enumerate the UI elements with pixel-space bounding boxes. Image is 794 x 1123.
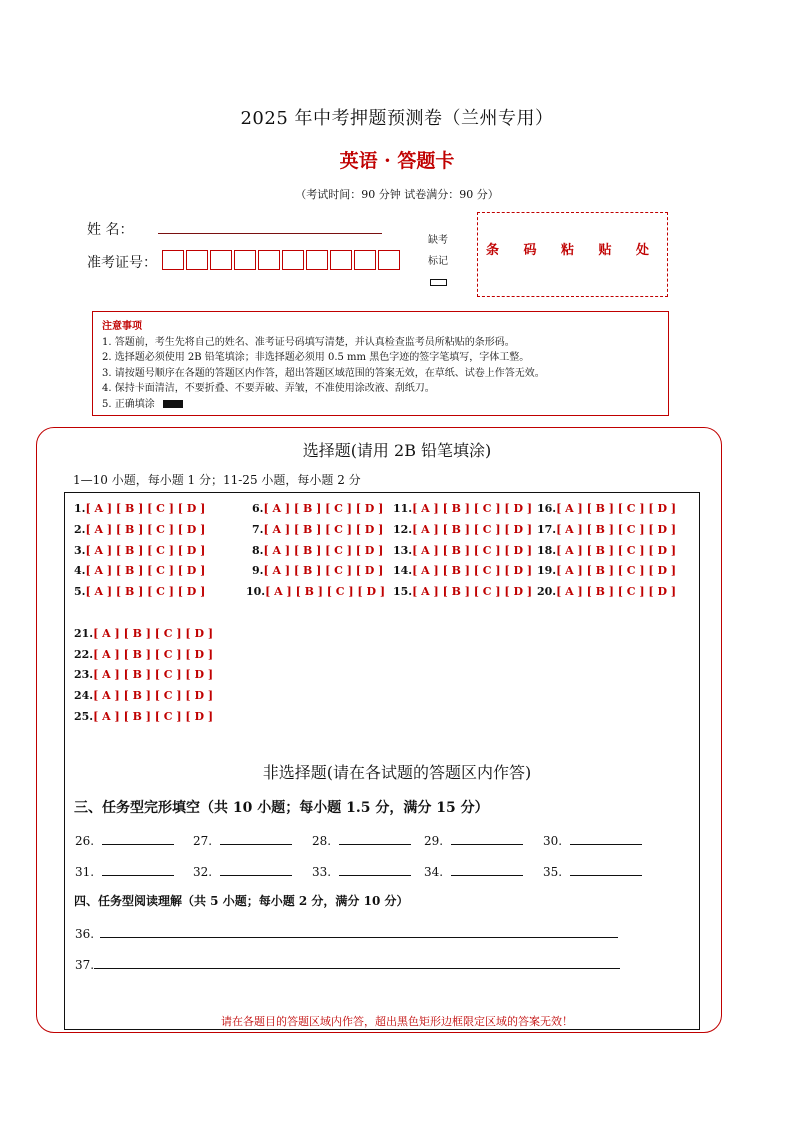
question-number: 5. [74, 585, 86, 598]
notice-item [102, 397, 668, 413]
answer-options[interactable]: [ A ] [ B ] [ C ] [ D ] [85, 523, 206, 536]
blank-number: 35. [543, 865, 563, 879]
question-number: 1. [74, 502, 86, 515]
question-number: 13. [393, 544, 413, 557]
id-digit-box[interactable] [210, 250, 232, 270]
blank-answer [543, 832, 642, 848]
question-row [252, 564, 383, 577]
blank-answer [75, 832, 174, 848]
question-row [252, 544, 383, 557]
blank-line[interactable] [339, 832, 411, 845]
answer-options[interactable]: [ A ] [ B ] [ C ] [ D ] [556, 502, 677, 515]
part4-title: 四、任务型阅读理解（共 5 小题；每小题 2 分，满分 10 分） [74, 894, 409, 908]
answer-options[interactable]: [ A ] [ B ] [ C ] [ D ] [85, 585, 206, 598]
blank-answer [75, 863, 174, 879]
name-field[interactable] [158, 233, 382, 234]
absent-label-line2: 标记 [428, 256, 448, 267]
answer-options[interactable]: [ A ] [ B ] [ C ] [ D ] [263, 544, 384, 557]
answer-options[interactable]: [ A ] [ B ] [ C ] [ D ] [265, 585, 386, 598]
answer-options[interactable]: [ A ] [ B ] [ C ] [ D ] [85, 544, 206, 557]
answer-options[interactable]: [ A ] [ B ] [ C ] [ D ] [85, 564, 206, 577]
question-row [537, 544, 676, 557]
barcode-area: 条 码 粘 贴 处 [477, 212, 668, 297]
blank-number: 33. [312, 865, 332, 879]
long-answer-line[interactable] [100, 925, 618, 938]
question-row [74, 564, 205, 577]
question-number: 24. [74, 689, 94, 702]
question-number: 3. [74, 544, 86, 557]
answer-options[interactable]: [ A ] [ B ] [ C ] [ D ] [556, 564, 677, 577]
absent-mark-box[interactable] [430, 279, 447, 286]
question-row [393, 585, 532, 598]
question-row [393, 502, 532, 515]
blank-number: 26. [75, 834, 95, 848]
question-number: 17. [537, 523, 557, 536]
id-digit-box[interactable] [282, 250, 304, 270]
blank-answer [193, 863, 292, 879]
question-number: 12. [393, 523, 413, 536]
answer-options[interactable]: [ A ] [ B ] [ C ] [ D ] [556, 523, 677, 536]
long-answer-line[interactable] [94, 956, 620, 969]
id-digit-box[interactable] [162, 250, 184, 270]
question-number: 2. [74, 523, 86, 536]
notice-item-text: 5. 正确填涂 [102, 398, 155, 410]
blank-line[interactable] [570, 832, 642, 845]
long-answer [75, 925, 618, 941]
part3-title: 三、任务型完形填空（共 10 小题；每小题 1.5 分，满分 15 分） [74, 800, 489, 816]
answer-options[interactable]: [ A ] [ B ] [ C ] [ D ] [556, 585, 677, 598]
absent-label-line1: 缺考 [428, 235, 448, 246]
id-digit-box[interactable] [234, 250, 256, 270]
absent-mark-label [423, 230, 453, 272]
answer-options[interactable]: [ A ] [ B ] [ C ] [ D ] [412, 585, 533, 598]
notice-item: 2. 选择题必须使用 2B 铅笔填涂；非选择题必须用 0.5 mm 黑色字迹的签字笔填写，字体工整。 [102, 352, 530, 364]
blank-number: 34. [424, 865, 444, 879]
blank-line[interactable] [220, 863, 292, 876]
blank-number: 30. [543, 834, 563, 848]
question-row [74, 585, 205, 598]
correct-fill-sample [163, 400, 183, 408]
answer-options[interactable]: [ A ] [ B ] [ C ] [ D ] [412, 544, 533, 557]
notice-item: 3. 请按题号顺序在各题的答题区内作答，超出答题区域范围的答案无效，在草纸、试卷上作答无效。 [102, 367, 545, 379]
blank-answer [424, 832, 523, 848]
blank-line[interactable] [451, 832, 523, 845]
question-row [537, 564, 676, 577]
blank-answer [543, 863, 642, 879]
question-number: 16. [537, 502, 557, 515]
answer-options[interactable]: [ A ] [ B ] [ C ] [ D ] [93, 689, 214, 702]
question-row [393, 523, 532, 536]
question-row [74, 502, 205, 515]
id-digit-box[interactable] [354, 250, 376, 270]
question-row [393, 564, 532, 577]
question-number: 19. [537, 564, 557, 577]
blank-number: 27. [193, 834, 213, 848]
answer-options[interactable]: [ A ] [ B ] [ C ] [ D ] [93, 668, 214, 681]
blank-line[interactable] [102, 832, 174, 845]
answer-options[interactable]: [ A ] [ B ] [ C ] [ D ] [556, 544, 677, 557]
notice-item: 4. 保持卡面清洁，不要折叠、不要弄破、弄皱，不准使用涂改液、刮纸刀。 [102, 383, 435, 395]
question-row [246, 585, 385, 598]
answer-options[interactable]: [ A ] [ B ] [ C ] [ D ] [93, 710, 214, 723]
question-number: 10. [246, 585, 266, 598]
question-row [393, 544, 532, 557]
question-row [74, 523, 205, 536]
question-row [74, 544, 205, 557]
id-digit-box[interactable] [258, 250, 280, 270]
question-row [252, 523, 383, 536]
blank-line[interactable] [570, 863, 642, 876]
question-number: 14. [393, 564, 413, 577]
blank-line[interactable] [339, 863, 411, 876]
long-answer [75, 956, 620, 972]
question-row [74, 710, 213, 723]
id-digit-box[interactable] [306, 250, 328, 270]
question-number: 6. [252, 502, 264, 515]
question-number: 8. [252, 544, 264, 557]
choice-section-subtitle: 1—10 小题，每小题 1 分；11-25 小题，每小题 2 分 [73, 473, 361, 487]
blank-answer [312, 863, 411, 879]
answer-options[interactable]: [ A ] [ B ] [ C ] [ D ] [93, 627, 214, 640]
answer-options[interactable]: [ A ] [ B ] [ C ] [ D ] [412, 564, 533, 577]
answer-options[interactable]: [ A ] [ B ] [ C ] [ D ] [412, 502, 533, 515]
answer-options[interactable]: [ A ] [ B ] [ C ] [ D ] [85, 502, 206, 515]
question-number: 22. [74, 648, 94, 661]
question-number: 11. [393, 502, 413, 515]
question-row [74, 627, 213, 640]
question-number: 25. [74, 710, 94, 723]
name-label: 姓 名： [87, 222, 134, 238]
id-digit-box[interactable] [378, 250, 400, 270]
blank-number: 32. [193, 865, 213, 879]
question-row [74, 648, 213, 661]
notice-box [92, 311, 669, 416]
answer-options[interactable]: [ A ] [ B ] [ C ] [ D ] [93, 648, 214, 661]
card-subtitle: 英语 · 答题卡 [339, 150, 455, 172]
question-number: 23. [74, 668, 94, 681]
exam-info: （考试时间：90 分钟 试卷满分：90 分） [295, 188, 499, 201]
question-row [252, 502, 383, 515]
id-digit-box[interactable] [186, 250, 208, 270]
long-answer-number: 36. [75, 927, 95, 941]
answer-options[interactable]: [ A ] [ B ] [ C ] [ D ] [263, 564, 384, 577]
question-row [537, 523, 676, 536]
question-number: 9. [252, 564, 264, 577]
question-number: 15. [393, 585, 413, 598]
blank-line[interactable] [220, 832, 292, 845]
question-number: 21. [74, 627, 94, 640]
nonchoice-section-title: 非选择题(请在各试题的答题区内作答) [262, 763, 532, 782]
question-number: 7. [252, 523, 264, 536]
question-row [537, 585, 676, 598]
answer-options[interactable]: [ A ] [ B ] [ C ] [ D ] [263, 523, 384, 536]
question-number: 4. [74, 564, 86, 577]
page-title: 2025 年中考押题预测卷（兰州专用） [240, 108, 554, 129]
answer-options[interactable]: [ A ] [ B ] [ C ] [ D ] [263, 502, 384, 515]
notice-title: 注意事项 [102, 321, 142, 332]
blank-line[interactable] [102, 863, 174, 876]
question-row [74, 668, 213, 681]
blank-answer [424, 863, 523, 879]
id-label: 准考证号： [87, 255, 157, 271]
long-answer-number: 37. [75, 958, 95, 972]
blank-number: 28. [312, 834, 332, 848]
blank-line[interactable] [451, 863, 523, 876]
blank-number: 29. [424, 834, 444, 848]
id-number-boxes[interactable] [162, 250, 402, 270]
footer-warning: 请在各题目的答题区域内作答，超出黑色矩形边框限定区域的答案无效！ [221, 1015, 573, 1028]
question-row [74, 689, 213, 702]
blank-answer [193, 832, 292, 848]
id-digit-box[interactable] [330, 250, 352, 270]
question-row [537, 502, 676, 515]
blank-number: 31. [75, 865, 95, 879]
choice-section-title: 选择题(请用 2B 铅笔填涂) [302, 441, 492, 460]
blank-answer [312, 832, 411, 848]
notice-item: 1. 答题前，考生先将自己的姓名、准考证号码填写清楚，并认真检查监考员所粘贴的条形码。 [102, 336, 515, 348]
question-number: 18. [537, 544, 557, 557]
question-number: 20. [537, 585, 557, 598]
answer-options[interactable]: [ A ] [ B ] [ C ] [ D ] [412, 523, 533, 536]
